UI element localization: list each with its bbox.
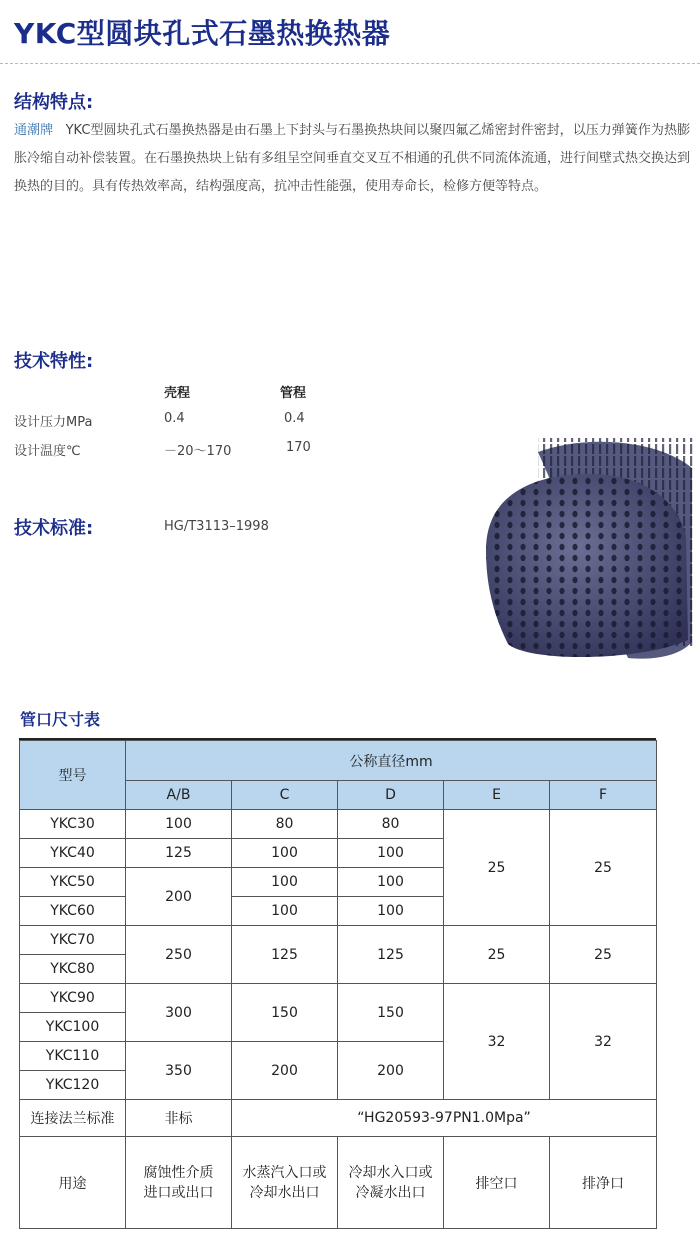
cell-ab: 250	[126, 926, 232, 984]
cell-c: 125	[232, 926, 338, 984]
features-heading: 结构特点:	[14, 92, 94, 113]
header-ab: A/B	[126, 781, 232, 810]
flange-ab: 非标	[126, 1100, 232, 1137]
cell-e: 25	[444, 810, 550, 926]
dashed-divider	[0, 63, 700, 64]
cell-c: 100	[232, 897, 338, 926]
cell-model: YKC40	[20, 839, 126, 868]
nozzle-size-table	[19, 740, 657, 1229]
header-c: C	[232, 781, 338, 810]
cell-d: 150	[338, 984, 444, 1042]
usage-c: 水蒸汽入口或 冷却水出口	[232, 1137, 338, 1229]
spec-tube: 0.4	[284, 411, 305, 426]
features-text: YKC型圆块孔式石墨换热器是由石墨上下封头与石墨换热块间以聚四氟乙烯密封件密封，以压力弹簧作为热膨胀冷缩自动补偿装置。在石墨换热块上钻有多组呈空间垂直交叉互不相通的孔供不同流体流通，进行间壁式热交换达到换热的目的。具有传热效率高，结构强度高，抗冲击性能强，使用寿命长，检修方便等特点。	[14, 123, 691, 194]
brand-name: 通潮牌	[14, 123, 54, 138]
table-row	[20, 926, 657, 955]
cell-model: YKC50	[20, 868, 126, 897]
flange-label: 连接法兰标准	[20, 1100, 126, 1137]
header-d: D	[338, 781, 444, 810]
standard-value: HG/T3113–1998	[164, 519, 269, 534]
cell-model: YKC30	[20, 810, 126, 839]
header-group: 公称直径mm	[126, 741, 657, 781]
tech-heading: 技术特性:	[14, 351, 94, 372]
cell-f: 25	[550, 926, 657, 984]
col-shell: 壳程	[164, 386, 191, 401]
table-row	[20, 984, 657, 1013]
header-e: E	[444, 781, 550, 810]
usage-label: 用途	[20, 1137, 126, 1229]
graphite-block-photo	[478, 432, 694, 660]
col-tube: 管程	[280, 386, 307, 401]
usage-d: 冷却水入口或 冷凝水出口	[338, 1137, 444, 1229]
standard-heading: 技术标准:	[14, 518, 94, 539]
cell-e: 25	[444, 926, 550, 984]
cell-ab: 300	[126, 984, 232, 1042]
cell-model: YKC90	[20, 984, 126, 1013]
table-row	[20, 810, 657, 839]
spec-tube: 170	[286, 440, 311, 455]
cell-c: 100	[232, 839, 338, 868]
features-paragraph	[14, 117, 690, 201]
cell-c: 200	[232, 1042, 338, 1100]
usage-f: 排净口	[550, 1137, 657, 1229]
header-model: 型号	[20, 741, 126, 810]
spec-label: 设计温度℃	[14, 444, 81, 459]
cell-model: YKC80	[20, 955, 126, 984]
cell-model: YKC60	[20, 897, 126, 926]
cell-d: 100	[338, 868, 444, 897]
table-row	[20, 1137, 657, 1229]
spec-shell: －20～170	[164, 444, 232, 459]
cell-d: 200	[338, 1042, 444, 1100]
spec-shell: 0.4	[164, 411, 185, 426]
flange-standard: “HG20593-97PN1.0Mpa”	[232, 1100, 657, 1137]
cell-d: 100	[338, 839, 444, 868]
cell-ab: 100	[126, 810, 232, 839]
cell-f: 32	[550, 984, 657, 1100]
cell-ab: 125	[126, 839, 232, 868]
cell-model: YKC110	[20, 1042, 126, 1071]
cell-ab: 200	[126, 868, 232, 926]
cell-c: 80	[232, 810, 338, 839]
cell-c: 100	[232, 868, 338, 897]
cell-d: 100	[338, 897, 444, 926]
cell-e: 32	[444, 984, 550, 1100]
cell-model: YKC100	[20, 1013, 126, 1042]
page-title: YKC型圆块孔式石墨热换热器	[14, 17, 391, 50]
cell-d: 125	[338, 926, 444, 984]
table-heading: 管口尺寸表	[20, 710, 101, 729]
table-row	[20, 1100, 657, 1137]
usage-e: 排空口	[444, 1137, 550, 1229]
cell-f: 25	[550, 810, 657, 926]
header-f: F	[550, 781, 657, 810]
cell-c: 150	[232, 984, 338, 1042]
cell-d: 80	[338, 810, 444, 839]
usage-ab: 腐蚀性介质 进口或出口	[126, 1137, 232, 1229]
cell-model: YKC70	[20, 926, 126, 955]
spec-label: 设计压力MPa	[14, 415, 93, 430]
cell-ab: 350	[126, 1042, 232, 1100]
cell-model: YKC120	[20, 1071, 126, 1100]
